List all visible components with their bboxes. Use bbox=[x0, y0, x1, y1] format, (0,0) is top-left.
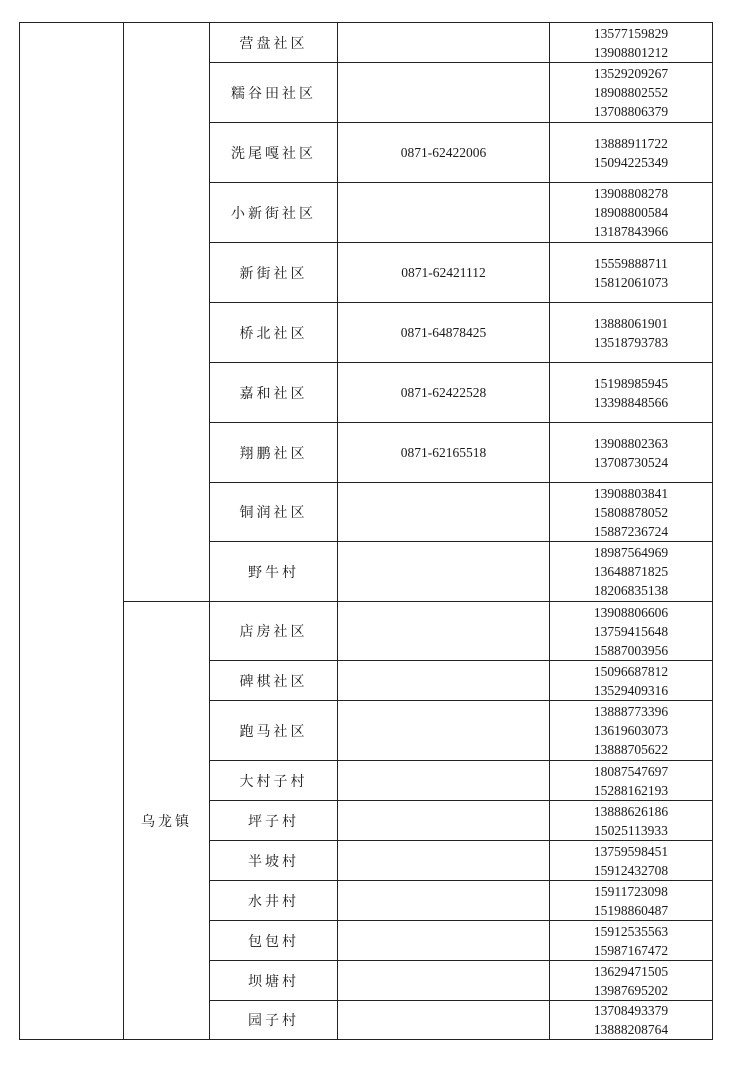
landline-phone: 0871-64878425 bbox=[338, 303, 550, 363]
mobile-number: 13908803841 bbox=[593, 485, 669, 501]
mobile-number: 15025113933 bbox=[594, 822, 668, 838]
town-cell bbox=[124, 23, 210, 602]
landline-phone bbox=[338, 841, 550, 881]
landline-phone bbox=[338, 961, 550, 1001]
mobile-number: 15559888711 bbox=[594, 255, 668, 271]
community-name: 半坡村 bbox=[210, 841, 338, 881]
community-name: 大村子村 bbox=[210, 761, 338, 801]
mobile-phones bbox=[550, 542, 713, 602]
community-name: 翔鹏社区 bbox=[210, 423, 338, 483]
mobile-number: 13888208764 bbox=[593, 1022, 669, 1037]
community-name: 野牛村 bbox=[210, 542, 338, 602]
mobile-phones bbox=[550, 423, 713, 483]
mobile-number: 13398848566 bbox=[593, 394, 669, 410]
mobile-phones bbox=[550, 243, 713, 303]
mobile-number: 13708493379 bbox=[593, 1003, 669, 1018]
landline-phone bbox=[338, 23, 550, 63]
mobile-number: 15288162193 bbox=[593, 782, 669, 798]
mobile-number: 13529209267 bbox=[593, 66, 669, 81]
community-name: 水井村 bbox=[210, 881, 338, 921]
mobile-number: 18908802552 bbox=[593, 85, 669, 100]
mobile-number: 13888626186 bbox=[593, 803, 669, 819]
mobile-phones bbox=[550, 961, 713, 1001]
community-name: 铜润社区 bbox=[210, 483, 338, 542]
landline-phone bbox=[338, 761, 550, 801]
mobile-number: 15912535563 bbox=[593, 923, 669, 939]
mobile-number: 15912432708 bbox=[593, 862, 669, 878]
town-cell: 乌龙镇 bbox=[124, 602, 210, 1040]
district-cell bbox=[20, 23, 124, 1040]
landline-phone bbox=[338, 63, 550, 123]
mobile-number: 13619603073 bbox=[593, 723, 669, 738]
landline-phone bbox=[338, 602, 550, 661]
mobile-number: 13759415648 bbox=[593, 623, 669, 639]
landline-phone bbox=[338, 183, 550, 243]
mobile-number: 13759598451 bbox=[593, 843, 669, 859]
mobile-phones bbox=[550, 921, 713, 961]
landline-phone: 0871-62422528 bbox=[338, 363, 550, 423]
mobile-number: 15198860487 bbox=[593, 902, 669, 918]
mobile-number: 13648871825 bbox=[593, 564, 669, 579]
community-name: 跑马社区 bbox=[210, 701, 338, 761]
mobile-number: 13577159829 bbox=[593, 25, 669, 41]
landline-phone: 0871-62421112 bbox=[338, 243, 550, 303]
mobile-number: 18987564969 bbox=[593, 545, 669, 560]
mobile-number: 15094225349 bbox=[593, 154, 669, 170]
mobile-phones bbox=[550, 761, 713, 801]
landline-phone bbox=[338, 801, 550, 841]
mobile-phones bbox=[550, 841, 713, 881]
mobile-phones bbox=[550, 801, 713, 841]
table-row bbox=[20, 23, 713, 63]
mobile-number: 15812061073 bbox=[593, 274, 669, 290]
mobile-number: 13629471505 bbox=[593, 963, 669, 979]
landline-phone bbox=[338, 483, 550, 542]
community-name: 洗尾嘎社区 bbox=[210, 123, 338, 183]
mobile-number: 15096687812 bbox=[593, 663, 669, 679]
mobile-number: 13908802363 bbox=[593, 435, 669, 451]
contact-table-body bbox=[20, 23, 713, 1040]
community-name: 新街社区 bbox=[210, 243, 338, 303]
mobile-number: 15887003956 bbox=[593, 642, 669, 658]
landline-phone: 0871-62422006 bbox=[338, 123, 550, 183]
community-name: 桥北社区 bbox=[210, 303, 338, 363]
mobile-number: 13708730524 bbox=[593, 454, 669, 470]
community-name: 店房社区 bbox=[210, 602, 338, 661]
community-name: 营盘社区 bbox=[210, 23, 338, 63]
mobile-phones bbox=[550, 303, 713, 363]
mobile-number: 13529409316 bbox=[593, 682, 669, 698]
community-name: 坝塘村 bbox=[210, 961, 338, 1001]
mobile-phones bbox=[550, 881, 713, 921]
mobile-number: 18908800584 bbox=[593, 205, 669, 220]
mobile-phones bbox=[550, 1001, 713, 1040]
mobile-phones bbox=[550, 661, 713, 701]
mobile-number: 13908808278 bbox=[593, 186, 669, 201]
landline-phone: 0871-62165518 bbox=[338, 423, 550, 483]
mobile-number: 15911723098 bbox=[594, 883, 668, 899]
mobile-number: 15808878052 bbox=[593, 504, 669, 520]
mobile-number: 13908806606 bbox=[593, 604, 669, 620]
community-name: 小新街社区 bbox=[210, 183, 338, 243]
mobile-number: 13888061901 bbox=[593, 315, 669, 331]
mobile-phones bbox=[550, 123, 713, 183]
mobile-phones bbox=[550, 602, 713, 661]
mobile-phones bbox=[550, 183, 713, 243]
community-name: 包包村 bbox=[210, 921, 338, 961]
mobile-number: 13187843966 bbox=[593, 224, 669, 239]
mobile-number: 13888911722 bbox=[594, 135, 668, 151]
mobile-number: 13888705622 bbox=[593, 742, 669, 757]
landline-phone bbox=[338, 921, 550, 961]
mobile-number: 13518793783 bbox=[593, 334, 669, 350]
mobile-phones bbox=[550, 483, 713, 542]
mobile-phones bbox=[550, 701, 713, 761]
contact-table bbox=[19, 22, 713, 1040]
mobile-number: 18087547697 bbox=[593, 763, 669, 779]
landline-phone bbox=[338, 1001, 550, 1040]
community-name: 坪子村 bbox=[210, 801, 338, 841]
mobile-number: 15198985945 bbox=[593, 375, 669, 391]
community-name: 碑棋社区 bbox=[210, 661, 338, 701]
mobile-number: 18206835138 bbox=[593, 583, 669, 598]
mobile-phones bbox=[550, 23, 713, 63]
table-row bbox=[20, 602, 713, 661]
mobile-number: 13888773396 bbox=[593, 704, 669, 719]
community-name: 嘉和社区 bbox=[210, 363, 338, 423]
landline-phone bbox=[338, 701, 550, 761]
mobile-number: 13987695202 bbox=[593, 982, 669, 998]
mobile-phones bbox=[550, 363, 713, 423]
landline-phone bbox=[338, 542, 550, 602]
landline-phone bbox=[338, 881, 550, 921]
landline-phone bbox=[338, 661, 550, 701]
mobile-number: 13908801212 bbox=[593, 44, 669, 60]
mobile-number: 15887236724 bbox=[593, 523, 669, 539]
mobile-number: 15987167472 bbox=[593, 942, 669, 958]
mobile-number: 13708806379 bbox=[593, 104, 669, 119]
mobile-phones bbox=[550, 63, 713, 123]
community-name: 糯谷田社区 bbox=[210, 63, 338, 123]
community-name: 园子村 bbox=[210, 1001, 338, 1040]
